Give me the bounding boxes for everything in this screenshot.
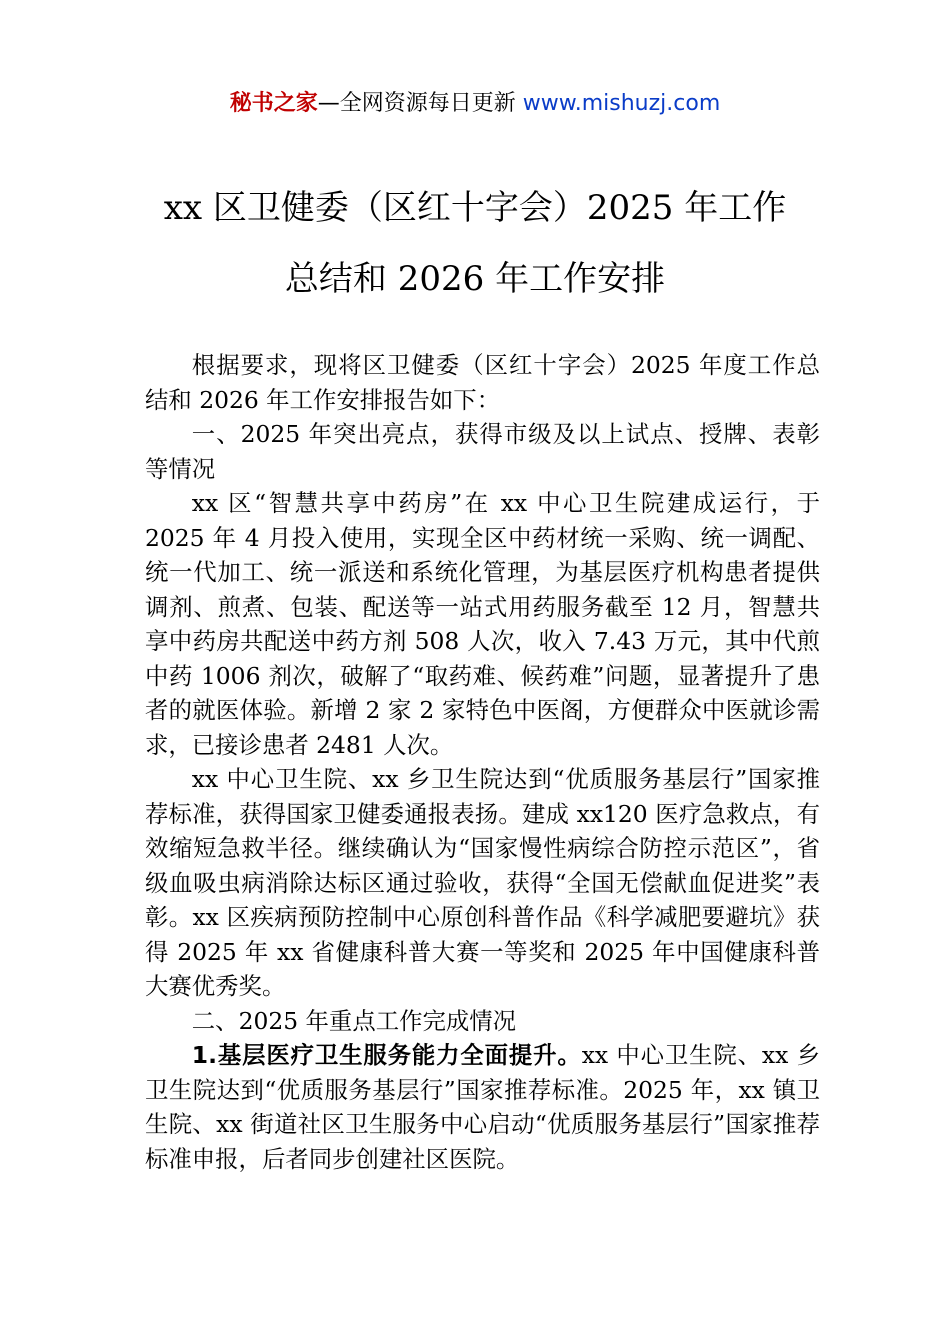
subsection-heading: 1.基层医疗卫生服务能力全面提升。 <box>191 1041 582 1069</box>
paragraph-pharmacy: xx 区“智慧共享中药房”在 xx 中心卫生院建成运行，于 2025 年 4 月投入使用，实现全区中药材统一采购、统一调配、统一代加工、统一派送和系统化管理，为基层医疗机构患者提供调剂、煎煮、包装、配送等一站式用药服务截至 12 月，智慧共享中药房共配送中药方剂 508 人次，收入 7.43 万元，其中代煎中药 1006 剂次，破解了“取药难、候药难”问题，显著提升了患者的就医体验。新增 2 家 2 家特色中医阁，方便群众中医就诊需求，已接诊患者 2481 人次。 <box>145 489 820 759</box>
document-title-line-1: xx 区卫健委（区红十字会）2025 年工作 <box>163 188 787 228</box>
document-title-line-2: 总结和 2026 年工作安排 <box>284 259 666 299</box>
document-body <box>145 348 820 1176</box>
header-tagline: —全网资源每日更新 <box>317 91 523 116</box>
site-header <box>0 88 950 120</box>
site-url-link[interactable]: www.mishuzj.com <box>522 91 721 116</box>
paragraph-primary-care <box>145 1038 820 1176</box>
subsection-text: xx 中心卫生院、xx 乡卫生院达到“优质服务基层行”国家推荐标准。2025 年，xx 镇卫生院、xx 街道社区卫生服务中心启动“优质服务基层行”国家推荐标准申报，后者同步创建社区医院。 <box>145 1041 820 1173</box>
intro-paragraph: 根据要求，现将区卫健委（区红十字会）2025 年度工作总结和 2026 年工作安排报告如下： <box>145 351 820 414</box>
section-heading-key-work: 二、2025 年重点工作完成情况 <box>191 1006 517 1035</box>
brand-name: 秘书之家 <box>229 91 318 116</box>
section-heading-highlights: 一、2025 年突出亮点，获得市级及以上试点、授牌、表彰等情况 <box>145 420 820 483</box>
paragraph-awards: xx 中心卫生院、xx 乡卫生院达到“优质服务基层行”国家推荐标准，获得国家卫健委通报表扬。建成 xx120 医疗急救点，有效缩短急救半径。继续确认为“国家慢性病综合防控示范区”，省级血吸虫病消除达标区通过验收，获得“全国无偿献血促进奖”表彰。xx 区疾病预防控制中心原创科普作品《科学减肥要避坑》获得 2025 年 xx 省健康科普大赛一等奖和 2025 年中国健康科普大赛优秀奖。 <box>145 765 820 1000</box>
